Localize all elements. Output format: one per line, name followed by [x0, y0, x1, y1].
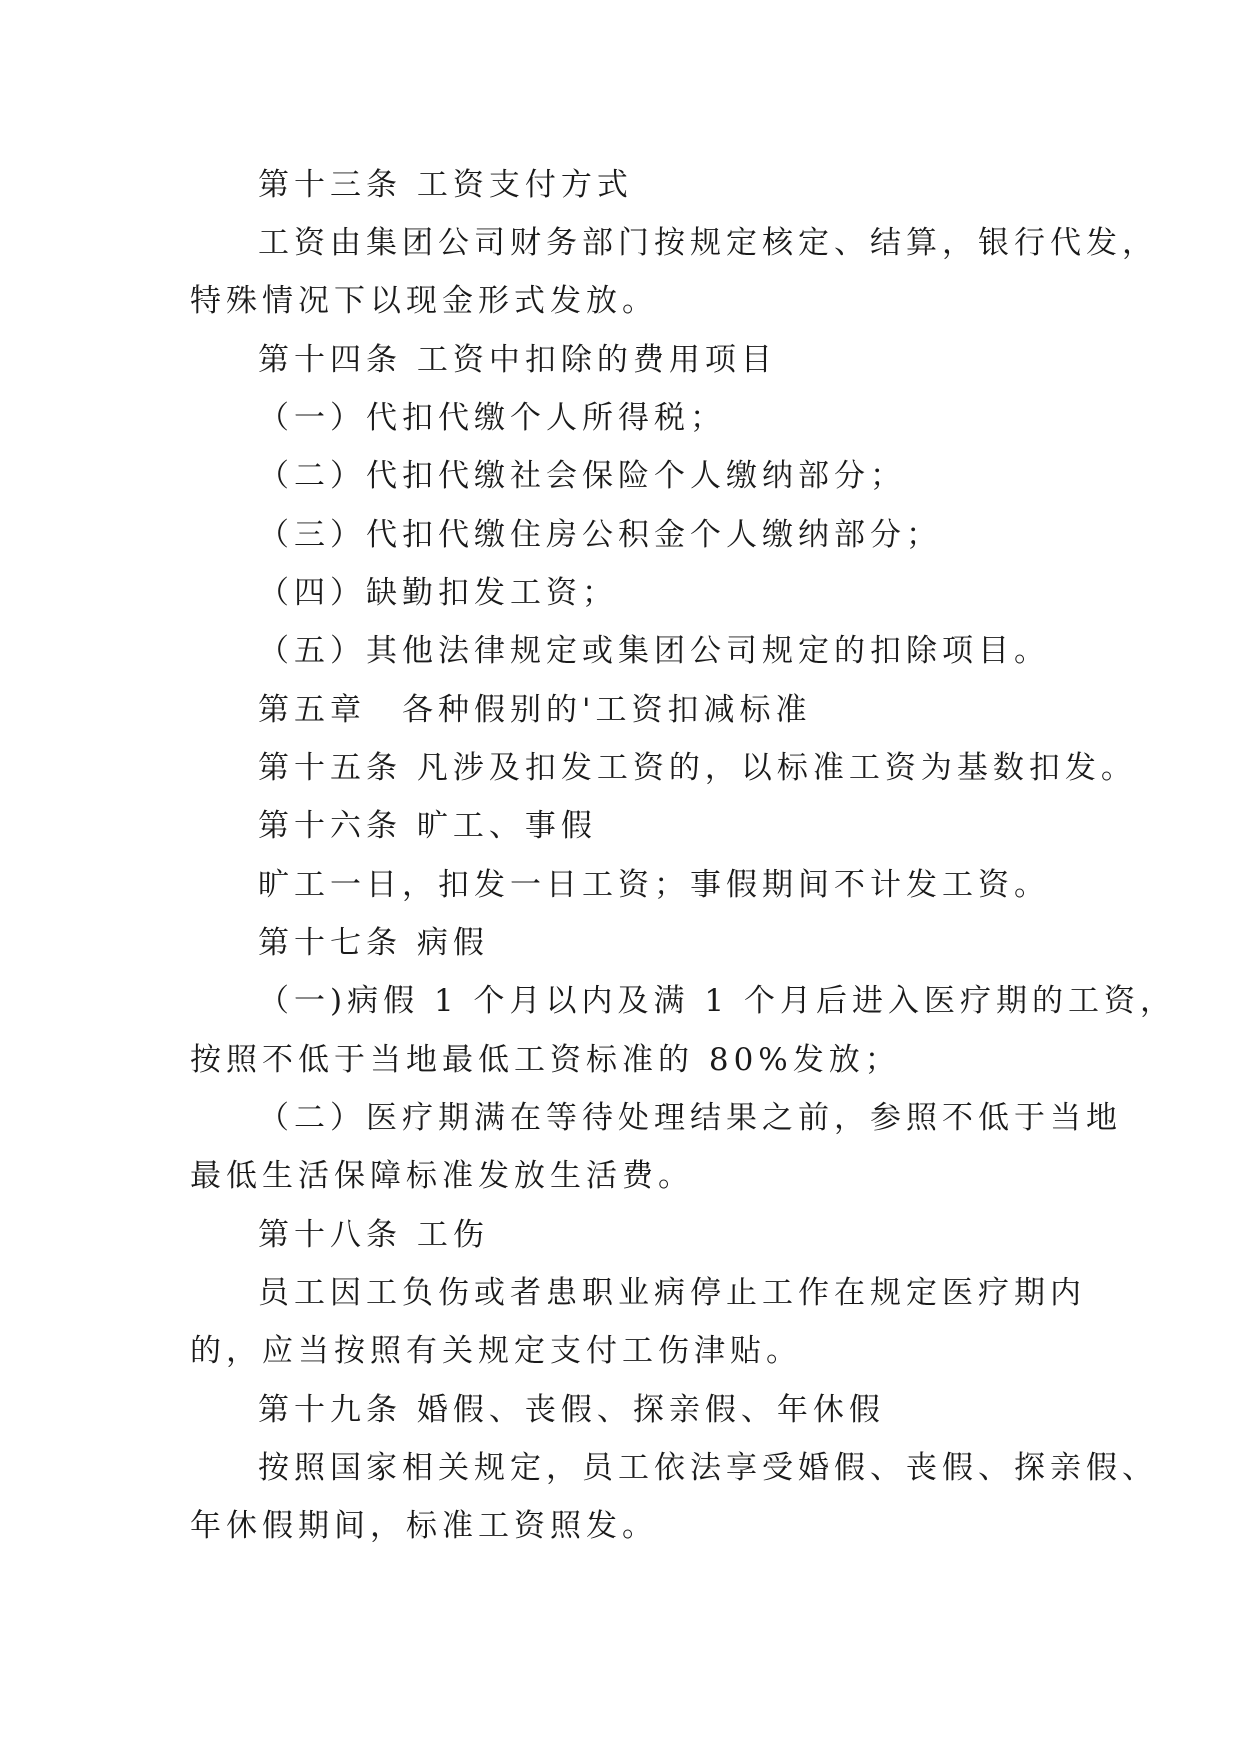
- list-item: （五）其他法律规定或集团公司规定的扣除项目。: [258, 633, 1050, 669]
- paragraph-line: 旷工一日，扣发一日工资；事假期间不计发工资。: [258, 867, 1050, 903]
- list-item: （一)病假 1 个月以内及满 1 个月后进入医疗期的工资，: [258, 983, 1176, 1019]
- article-19-heading: 第十九条 婚假、丧假、探亲假、年休假: [258, 1392, 885, 1428]
- paragraph-line: 工资由集团公司财务部门按规定核定、结算，银行代发，: [258, 225, 1158, 261]
- article-17-heading: 第十七条 病假: [258, 925, 489, 961]
- paragraph-line: 的，应当按照有关规定支付工伤津贴。: [190, 1333, 802, 1369]
- list-item: （一）代扣代缴个人所得税；: [258, 400, 726, 436]
- paragraph-line: 按照不低于当地最低工资标准的 80%发放；: [190, 1042, 901, 1078]
- list-item: （二）医疗期满在等待处理结果之前，参照不低于当地: [258, 1100, 1122, 1136]
- list-item: （三）代扣代缴住房公积金个人缴纳部分；: [258, 517, 942, 553]
- chapter-5-heading: 第五章 各种假别的'工资扣减标准: [258, 692, 812, 728]
- list-item: （二）代扣代缴社会保险个人缴纳部分；: [258, 458, 906, 494]
- paragraph-line: 按照国家相关规定，员工依法享受婚假、丧假、探亲假、: [258, 1450, 1158, 1486]
- article-16-heading: 第十六条 旷工、事假: [258, 808, 597, 844]
- article-13-heading: 第十三条 工资支付方式: [258, 167, 633, 203]
- paragraph-line: 年休假期间，标准工资照发。: [190, 1508, 658, 1544]
- article-14-heading: 第十四条 工资中扣除的费用项目: [258, 342, 777, 378]
- paragraph-line: 特殊情况下以现金形式发放。: [190, 283, 658, 319]
- article-18-heading: 第十八条 工伤: [258, 1217, 489, 1253]
- paragraph-line: 最低生活保障标准发放生活费。: [190, 1158, 694, 1194]
- article-15-text: 第十五条 凡涉及扣发工资的，以标准工资为基数扣发。: [258, 750, 1137, 786]
- list-item: （四）缺勤扣发工资；: [258, 575, 618, 611]
- paragraph-line: 员工因工负伤或者患职业病停止工作在规定医疗期内: [258, 1275, 1086, 1311]
